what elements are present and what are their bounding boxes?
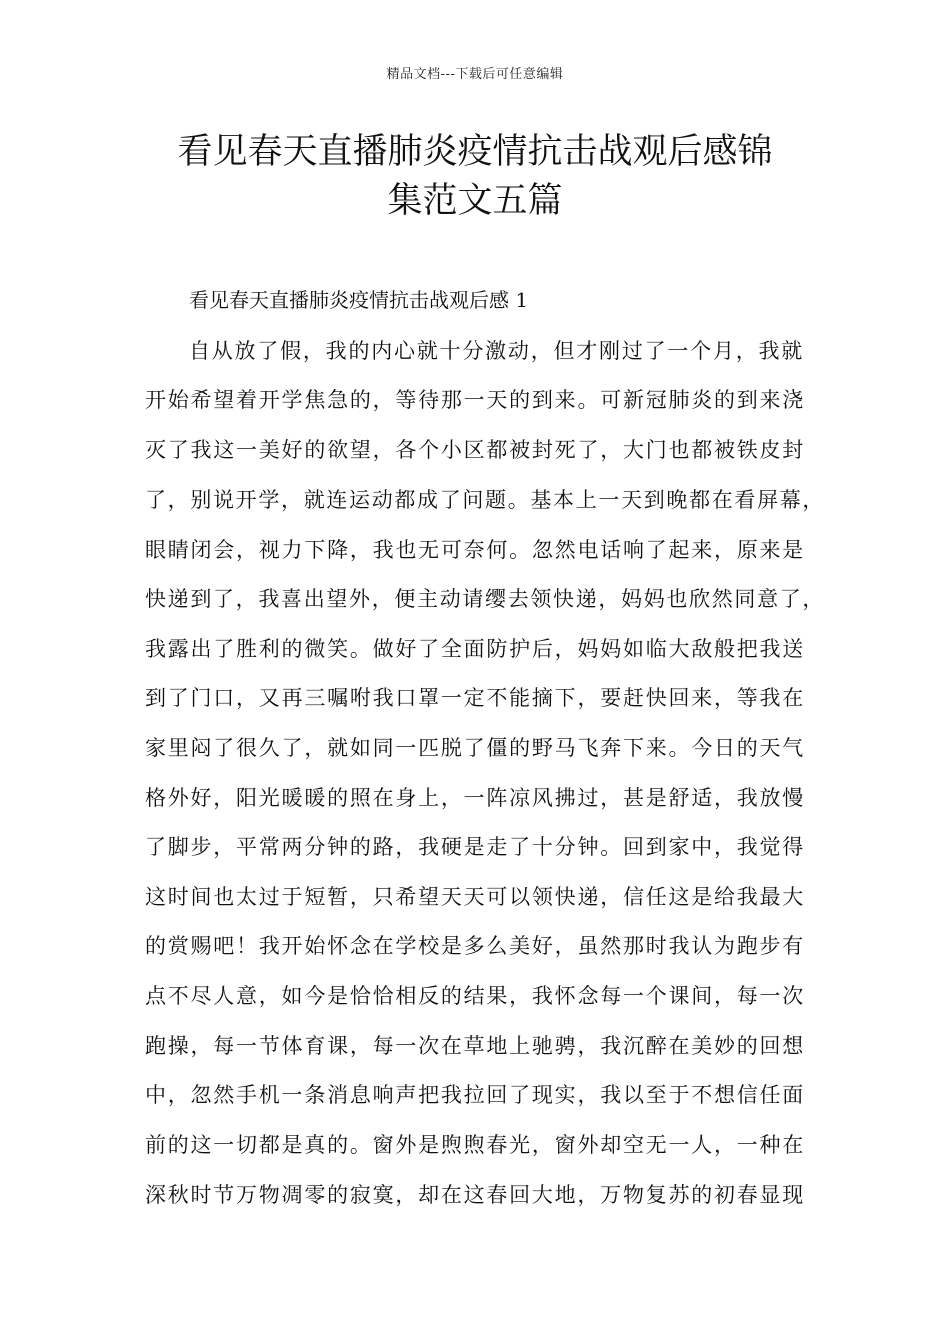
body-line: 开始希望着开学焦急的，等待那一天的到来。可新冠肺炎的到来浇 bbox=[145, 388, 806, 412]
body-line: 家里闷了很久了，就如同一匹脱了僵的野马飞奔下来。今日的天气 bbox=[145, 736, 806, 760]
title-line-1: 看见春天直播肺炎疫情抗击战观后感锦 bbox=[177, 132, 773, 172]
body-line: 我露出了胜利的微笑。做好了全面防护后，妈妈如临大敌般把我送 bbox=[145, 637, 806, 661]
body-line: 了，别说开学，就连运动都成了问题。基本上一天到晚都在看屏幕， bbox=[145, 488, 826, 512]
body-line: 格外好，阳光暖暖的照在身上，一阵凉风拂过，甚是舒适，我放慢 bbox=[145, 786, 806, 810]
body-line: 眼睛闭会，视力下降，我也无可奈何。忽然电话响了起来，原来是 bbox=[145, 538, 806, 562]
body-line: 的赏赐吧！我开始怀念在学校是多么美好，虽然那时我认为跑步有 bbox=[145, 934, 806, 958]
body-line: 这时间也太过于短暂，只希望天天可以领快递，信任这是给我最大 bbox=[145, 885, 806, 909]
header-note: 精品文档---下载后可任意编辑 bbox=[386, 67, 564, 82]
body-line: 中，忽然手机一条消息响声把我拉回了现实，我以至于不想信任面 bbox=[145, 1083, 806, 1107]
body-line: 跑操，每一节体育课，每一次在草地上驰骋，我沉醉在美妙的回想 bbox=[145, 1034, 806, 1058]
body-line: 前的这一切都是真的。窗外是煦煦春光，窗外却空无一人，一种在 bbox=[145, 1133, 806, 1157]
body-line: 深秋时节万物凋零的寂寞，却在这春回大地，万物复苏的初春显现 bbox=[145, 1183, 806, 1207]
section-heading: 看见春天直播肺炎疫情抗击战观后感 1 bbox=[189, 288, 529, 312]
document-title bbox=[120, 128, 830, 226]
body-line: 点不尽人意，如今是恰恰相反的结果，我怀念每一个课间，每一次 bbox=[145, 984, 806, 1008]
body-line: 灭了我这一美好的欲望，各个小区都被封死了，大门也都被铁皮封 bbox=[145, 438, 806, 462]
body-line: 到了门口，又再三嘱咐我口罩一定不能摘下，要赶快回来，等我在 bbox=[145, 686, 806, 710]
body-line: 自从放了假，我的内心就十分激动，但才刚过了一个月，我就 bbox=[189, 339, 805, 363]
body-line: 快递到了，我喜出望外，便主动请缨去领快递，妈妈也欣然同意了， bbox=[145, 587, 826, 611]
title-line-2: 集范文五篇 bbox=[387, 181, 563, 221]
body-line: 了脚步，平常两分钟的路，我硬是走了十分钟。回到家中，我觉得 bbox=[145, 835, 806, 859]
